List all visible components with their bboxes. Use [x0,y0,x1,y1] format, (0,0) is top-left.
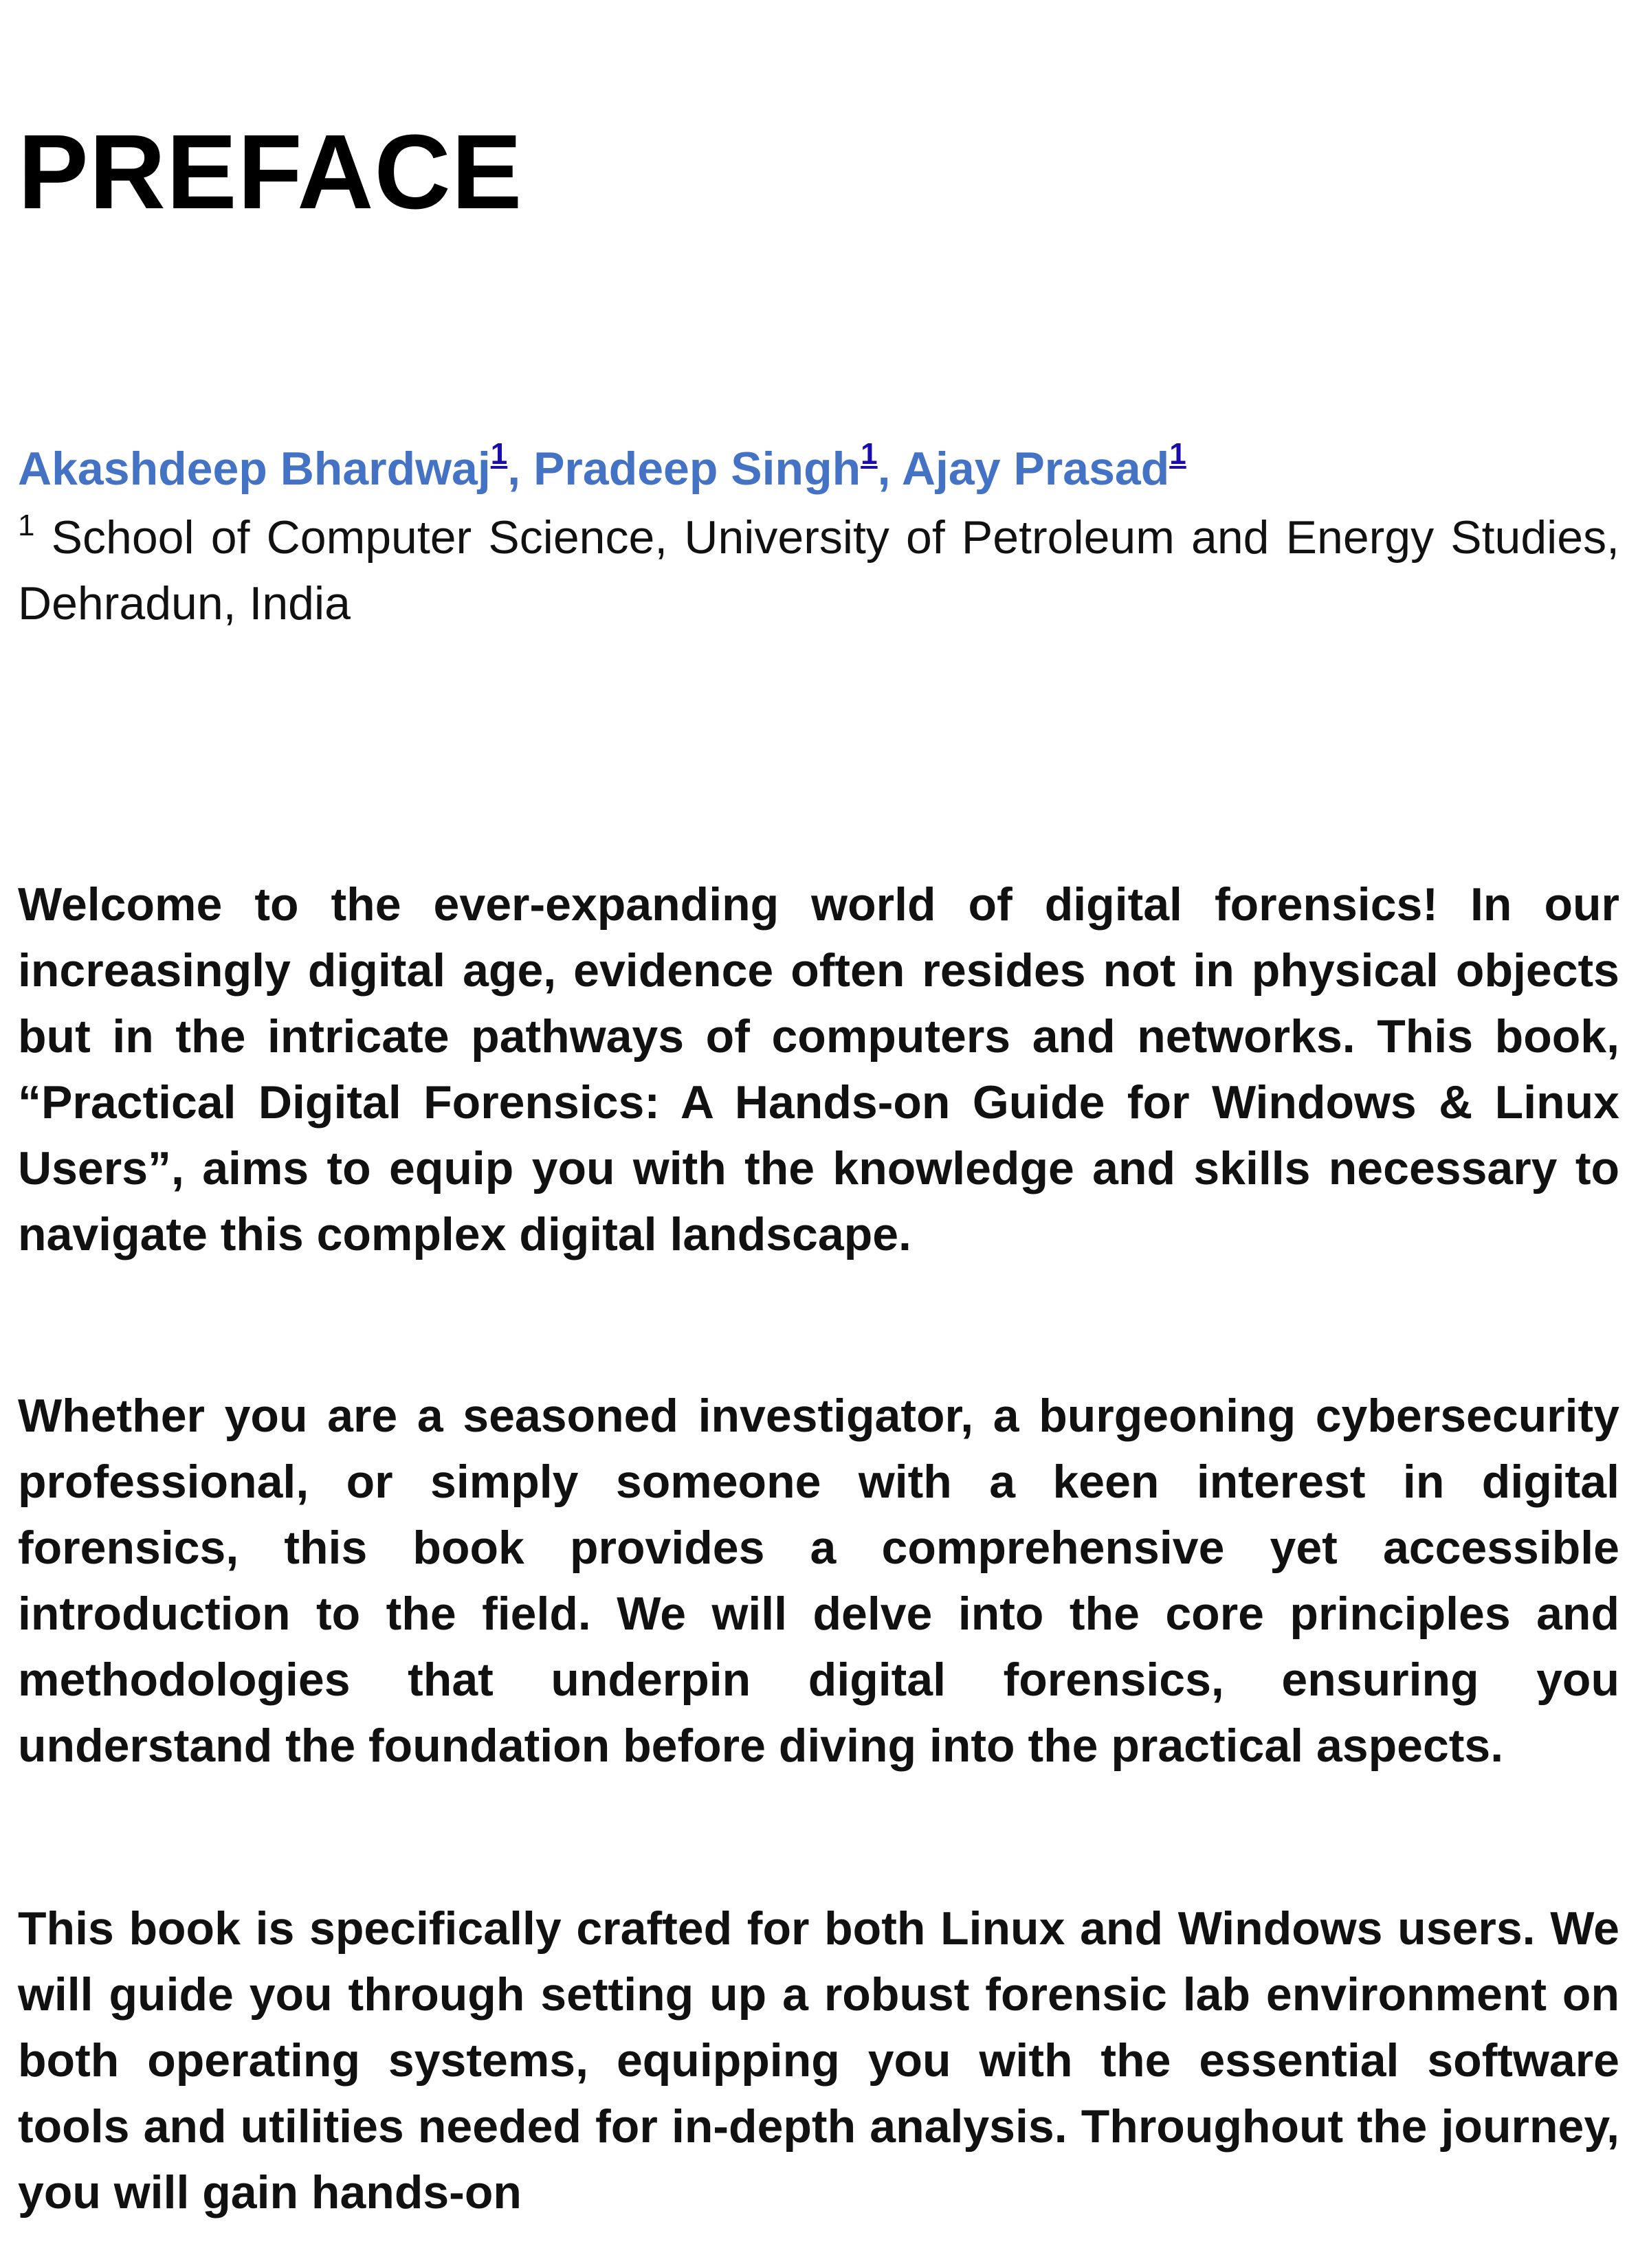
author-affiliation-link[interactable]: 1 [490,437,508,471]
author-affiliation-link[interactable]: 1 [861,437,878,471]
affiliation [18,504,1619,636]
affiliation-mark: 1 [18,509,35,542]
author-affiliation-link[interactable]: 1 [1169,437,1186,471]
page-title: PREFACE [18,113,523,231]
author-separator: , [507,443,534,495]
author-name: Pradeep Singh [533,443,861,495]
author-name: Ajay Prasad [901,443,1170,495]
affiliation-text: School of Computer Science, University of Petroleum and Energy Studies, Dehradun, India [18,511,1619,630]
body-paragraph: This book is specifically crafted for both Linux and Windows users. We will guide you through setting up a robust forensic lab environment on both operating systems, equipping you with the essential software tools and utilities needed for in-depth analysis. Throughout the journey, you will gain hands-on [18,1902,1619,2219]
body-paragraph: Welcome to the ever-expanding world of digital forensics! In our increasingly digital age, evidence often resides not in physical objects but in the intricate pathways of computers and networks. This book, “Practical Digital Forensics: A Hands-on Guide for Windows & Linux Users”, aims to equip you with the knowledge and skills necessary to navigate this complex digital landscape. [18,878,1619,1260]
body-paragraph: Whether you are a seasoned investigator, a burgeoning cybersecurity professional, or simply someone with a keen interest in digital forensics, this book provides a comprehensive yet accessible introduction to the field. We will delve into the core principles and methodologies that underpin digital forensics, ensuring you understand the foundation before diving into the practical aspects. [18,1390,1619,1772]
author-separator: , [877,443,902,495]
author-line [18,434,1619,503]
author-name: Akashdeep Bhardwaj [18,443,491,495]
